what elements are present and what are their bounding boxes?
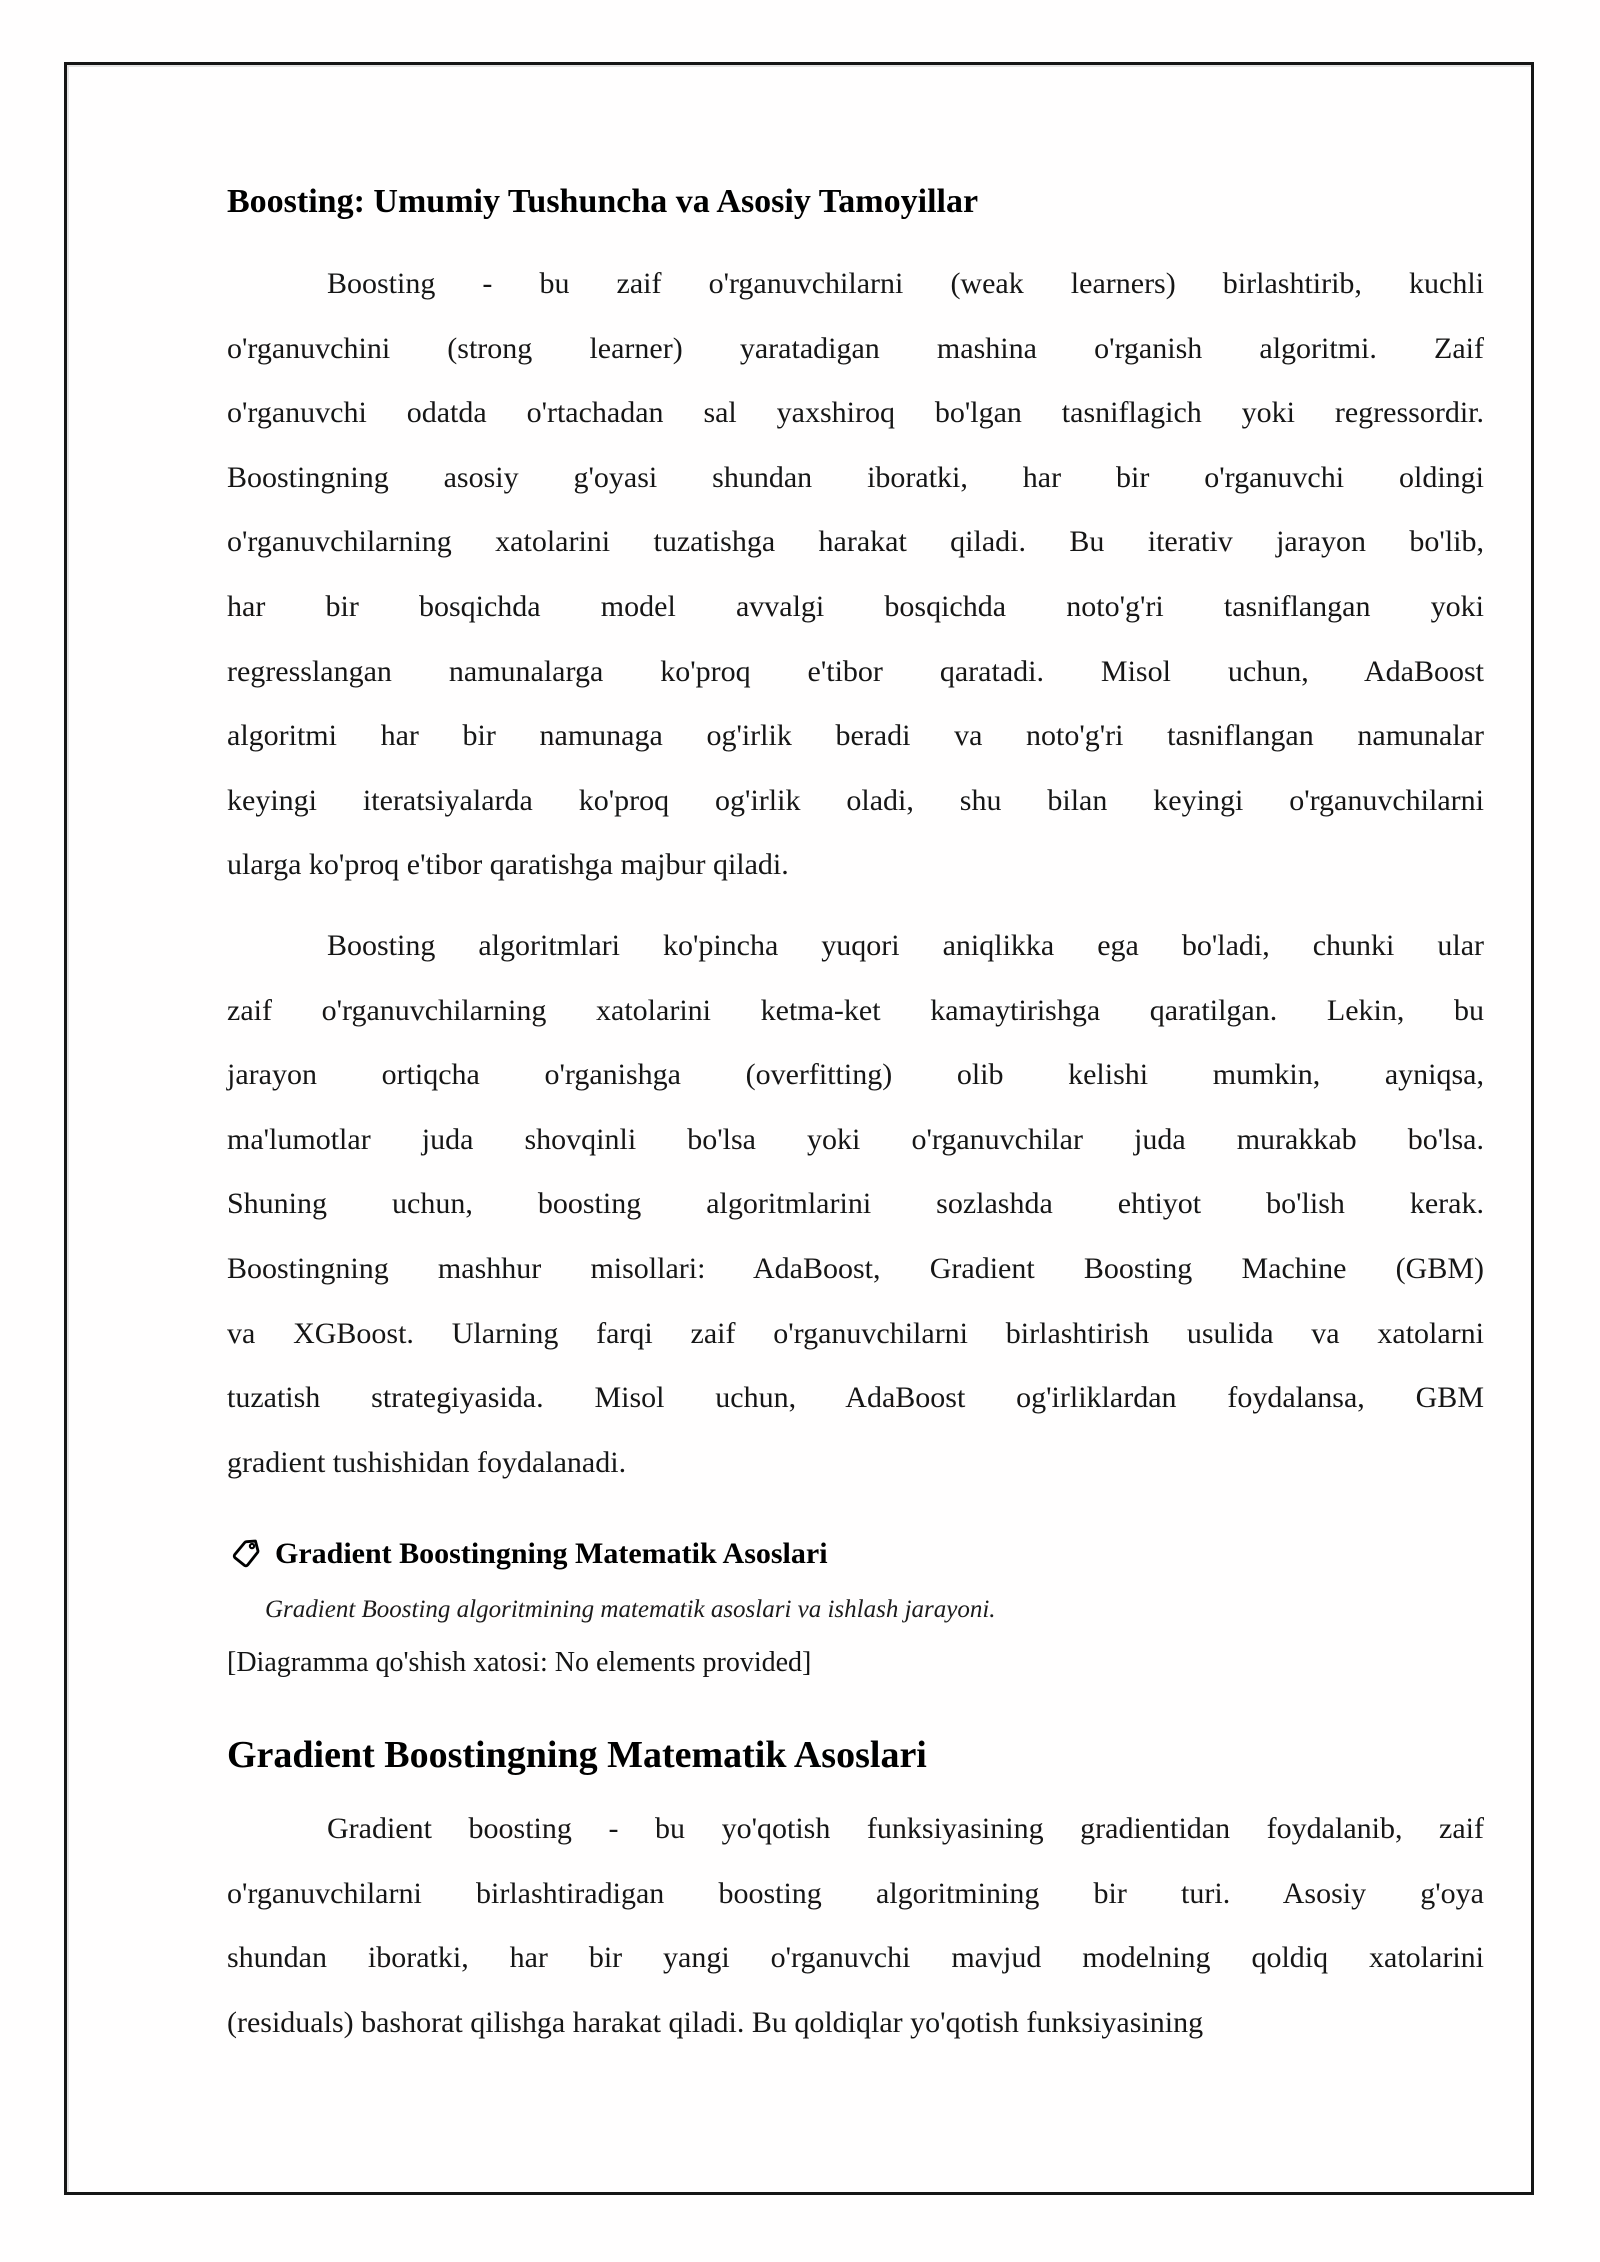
text-line: keyingi iteratsiyalarda ko'proq og'irlik oladi, shu bilan keyingi o'rganuvchilarni: [227, 783, 1484, 817]
text-line: Boosting algoritmlari ko'pincha yuqori aniqlikka ega bo'ladi, chunki ular: [327, 929, 1484, 962]
figure-caption-row: [227, 1532, 1486, 1576]
text-line: zaif o'rganuvchilarning xatolarini ketma-ket kamaytirishga qaratilgan. Lekin, bu: [227, 993, 1484, 1027]
diagram-error-note: [Diagramma qo'shish xatosi: No elements provided]: [227, 1647, 812, 1678]
text-line: o'rganuvchilarni birlashtiradigan boosting algoritmining bir turi. Asosiy g'oya: [227, 1876, 1484, 1910]
text-line: har bir bosqichda model avvalgi bosqichda noto'g'ri tasniflangan yoki: [227, 589, 1484, 623]
paragraph-boosting-intro: [227, 252, 1484, 898]
text-line: shundan iboratki, har bir yangi o'rganuvchi mavjud modelning qoldiq xatolarini: [227, 1941, 1484, 1975]
tag-icon: [229, 1535, 263, 1573]
text-line: o'rganuvchilarning xatolarini tuzatishga harakat qiladi. Bu iterativ jarayon bo'lib,: [227, 525, 1484, 559]
text-line: gradient tushishidan foydalanadi.: [227, 1445, 627, 1479]
paragraph-boosting-accuracy: [227, 914, 1484, 1495]
paragraph-gradient-boosting: [227, 1797, 1484, 2055]
text-line: Boosting - bu zaif o'rganuvchilarni (weak learners) birlashtirib, kuchli: [327, 267, 1484, 300]
text-line: ularga ko'proq e'tibor qaratishga majbur qiladi.: [227, 848, 789, 882]
text-line: Gradient boosting - bu yo'qotish funksiyasining gradientidan foydalanib, zaif: [327, 1812, 1484, 1845]
heading-gradient-boosting-math: Gradient Boostingning Matematik Asoslari: [227, 1734, 927, 1776]
text-line: o'rganuvchini (strong learner) yaratadigan mashina o'rganish algoritmi. Zaif: [227, 331, 1484, 365]
figure-caption-subtitle: Gradient Boosting algoritmining matematik asoslari va ishlash jarayoni.: [265, 1596, 996, 1623]
text-line: o'rganuvchi odatda o'rtachadan sal yaxshiroq bo'lgan tasniflagich yoki regressordir.: [227, 396, 1484, 430]
text-line: va XGBoost. Ularning farqi zaif o'rganuvchilarni birlashtirish usulida va xatolarni: [227, 1316, 1484, 1350]
text-line: jarayon ortiqcha o'rganishga (overfitting) olib kelishi mumkin, ayniqsa,: [227, 1058, 1484, 1092]
text-line: algoritmi har bir namunaga og'irlik beradi va noto'g'ri tasniflangan namunalar: [227, 719, 1484, 753]
text-line: (residuals) bashorat qilishga harakat qiladi. Bu qoldiqlar yo'qotish funksiyasining: [227, 2005, 1204, 2039]
text-line: regresslangan namunalarga ko'proq e'tibor qaratadi. Misol uchun, AdaBoost: [227, 654, 1484, 688]
text-line: Boostingning asosiy g'oyasi shundan iboratki, har bir o'rganuvchi oldingi: [227, 460, 1484, 494]
text-line: Boostingning mashhur misollari: AdaBoost, Gradient Boosting Machine (GBM): [227, 1251, 1484, 1285]
text-line: Shuning uchun, boosting algoritmlarini sozlashda ehtiyot bo'lish kerak.: [227, 1187, 1484, 1221]
figure-caption-title: Gradient Boostingning Matematik Asoslari: [275, 1537, 828, 1570]
heading-boosting-overview: Boosting: Umumiy Tushuncha va Asosiy Tamoyillar: [227, 183, 979, 220]
text-line: ma'lumotlar juda shovqinli bo'lsa yoki o'rganuvchilar juda murakkab bo'lsa.: [227, 1122, 1484, 1156]
text-line: tuzatish strategiyasida. Misol uchun, AdaBoost og'irliklardan foydalansa, GBM: [227, 1381, 1484, 1415]
